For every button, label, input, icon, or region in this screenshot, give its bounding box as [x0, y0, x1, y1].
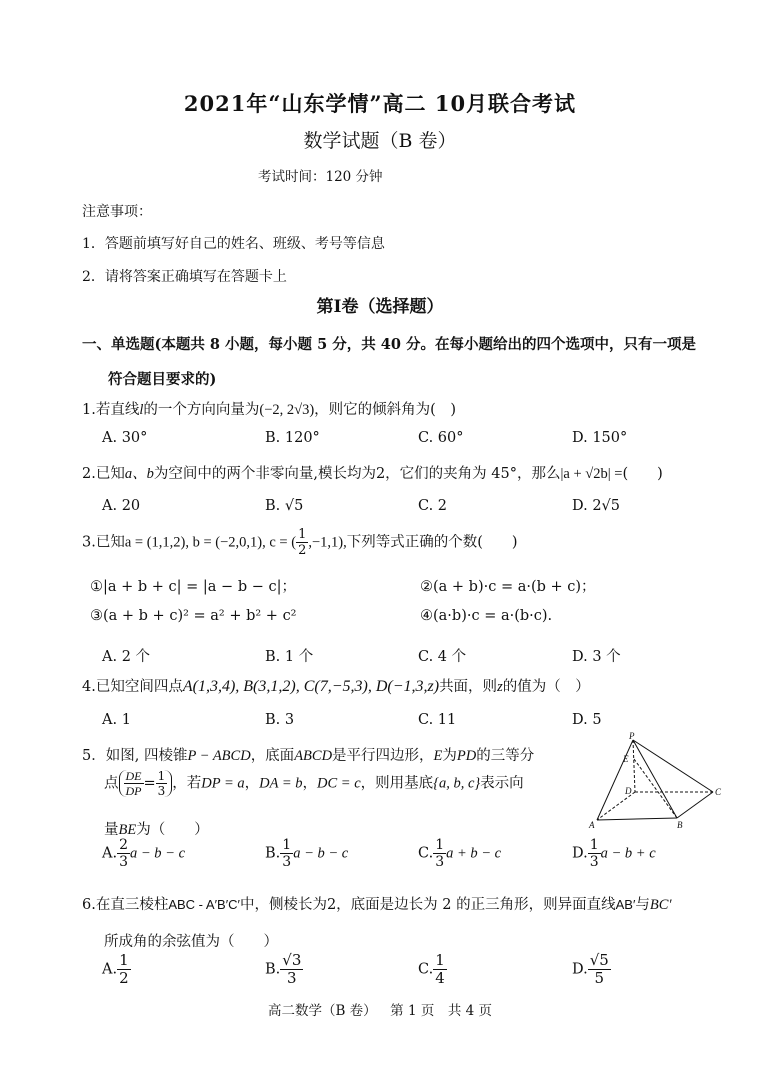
edge-pb	[633, 740, 677, 818]
question-4-option-d: D. 5	[572, 712, 602, 728]
question-6-option-b: B. $\frac{√3}{3}$	[265, 951, 302, 987]
label-e: E	[623, 754, 629, 764]
notice-heading: 注意事项：	[82, 204, 152, 220]
question-5-option-b: B. $\frac{1}{3}$ a − b − c	[265, 837, 349, 870]
question-2-option-b: B. √5	[265, 498, 304, 514]
question-4-option-b: B. 3	[265, 712, 295, 728]
question-5-option-d: D. $\frac{1}{3}$ a − b + c	[572, 837, 656, 870]
question-3-item-1: ①|a + b + c| = |a − b − c|；	[90, 579, 296, 595]
question-5-line1: 5．如图, 四棱锥P − ABCD，底面ABCD是平行四边形，E为PD的三等分	[82, 748, 535, 764]
question-6-option-a: A. $\frac{1}{2}$	[102, 951, 129, 987]
question-4-option-c: C. 11	[418, 712, 457, 728]
question-2-stem: 2.已知a、b为空间中的两个非零向量,模长均为2，它们的夹角为 45°，那么|a + √2b| =( )	[82, 466, 663, 482]
notice-item-2: 2．请将答案正确填写在答题卡上	[82, 269, 287, 285]
question-1-option-b: B. 120°	[265, 430, 320, 446]
label-c: C	[715, 787, 722, 797]
edge-da	[597, 792, 635, 820]
question-5-option-a: A. $\frac{2}{3}$ a − b − c	[102, 837, 186, 870]
part1-heading-line1: 一、单选题(本题共 8 小题，每小题 5 分，共 40 分。在每小题给出的四个选项中，只有一项是	[82, 336, 697, 353]
question-2-option-d: D. 2√5	[572, 498, 621, 514]
pyramid-figure	[585, 732, 725, 832]
question-4-stem: 4.已知空间四点A(1,3,4), B(3,1,2), C(7,−5,3), D(−1,3,z)共面，则z的值为（ ）	[82, 678, 590, 695]
part1-heading-line2: 符合题目要求的)	[108, 371, 217, 388]
question-3-item-4: ④(a·b)·c = a·(b·c).	[420, 608, 553, 624]
question-4-option-a: A. 1	[102, 712, 131, 728]
page-footer: 高二数学（B 卷） 第 1 页 共 4 页	[267, 1003, 493, 1019]
question-3-option-d: D. 3 个	[572, 649, 621, 665]
notice-item-1: 1．答题前填写好自己的姓名、班级、考号等信息	[82, 236, 385, 252]
question-6-option-c: C. $\frac{1}{4}$	[418, 951, 445, 987]
edge-ab	[597, 818, 677, 820]
question-3-item-3: ③(a + b + c)² = a² + b² + c²	[90, 608, 297, 624]
label-p: P	[629, 732, 635, 741]
question-6-line2: 所成角的余弦值为（ ）	[104, 934, 278, 950]
exam-subtitle: 数学试题（B 卷）	[303, 130, 457, 152]
question-1-option-d: D. 150°	[572, 430, 628, 446]
question-2-option-a: A. 20	[102, 498, 141, 514]
edge-pd	[633, 740, 635, 792]
question-3-option-a: A. 2 个	[102, 649, 151, 665]
question-5-option-c: C. $\frac{1}{3}$ a + b − c	[418, 837, 502, 870]
segment-be	[634, 759, 677, 818]
label-a: A	[589, 820, 595, 830]
question-2-option-c: C. 2	[418, 498, 448, 514]
question-3-option-b: B. 1 个	[265, 649, 314, 665]
question-6-option-d: D. $\frac{√5}{5}$	[572, 951, 609, 987]
question-5-line3: 量BE为（ ）	[104, 822, 209, 838]
question-3-item-2: ②(a + b)·c = a·(b + c)；	[420, 579, 596, 595]
edge-pc	[633, 740, 713, 792]
question-1-option-a: A. 30°	[102, 430, 148, 446]
question-5-line2: 点 $\frac{DE}{DP}$ = $\frac{1}{3}$ ，若DP = a，DA = b，DC = c，则用基底{a, b, c}表示向	[104, 769, 524, 798]
question-3-stem: 3.已知a = (1,1,2), b = (−2,0,1), c = ( $\frac{1}{2}$ ,−1,1),下列等式正确的个数( )	[82, 527, 518, 558]
question-1-option-c: C. 60°	[418, 430, 464, 446]
exam-time: 考试时间：120 分钟	[258, 169, 383, 185]
exam-title: 2021年“山东学情”高二 10月联合考试	[183, 91, 577, 116]
edge-bc	[677, 792, 713, 818]
section-title: 第Ⅰ卷（选择题）	[316, 297, 444, 317]
label-d: D	[625, 786, 632, 796]
question-1-stem: 1.若直线l的一个方向向量为(−2, 2√3)，则它的倾斜角为( )	[82, 402, 456, 418]
edge-pa	[597, 740, 633, 820]
label-b: B	[677, 820, 683, 830]
question-6-line1: 6.在直三棱柱ABC - A′B′C′中，侧棱长为2，底面是边长为 2 的正三角形，则异面直线AB′与BC′	[82, 897, 672, 913]
question-3-option-c: C. 4 个	[418, 649, 467, 665]
